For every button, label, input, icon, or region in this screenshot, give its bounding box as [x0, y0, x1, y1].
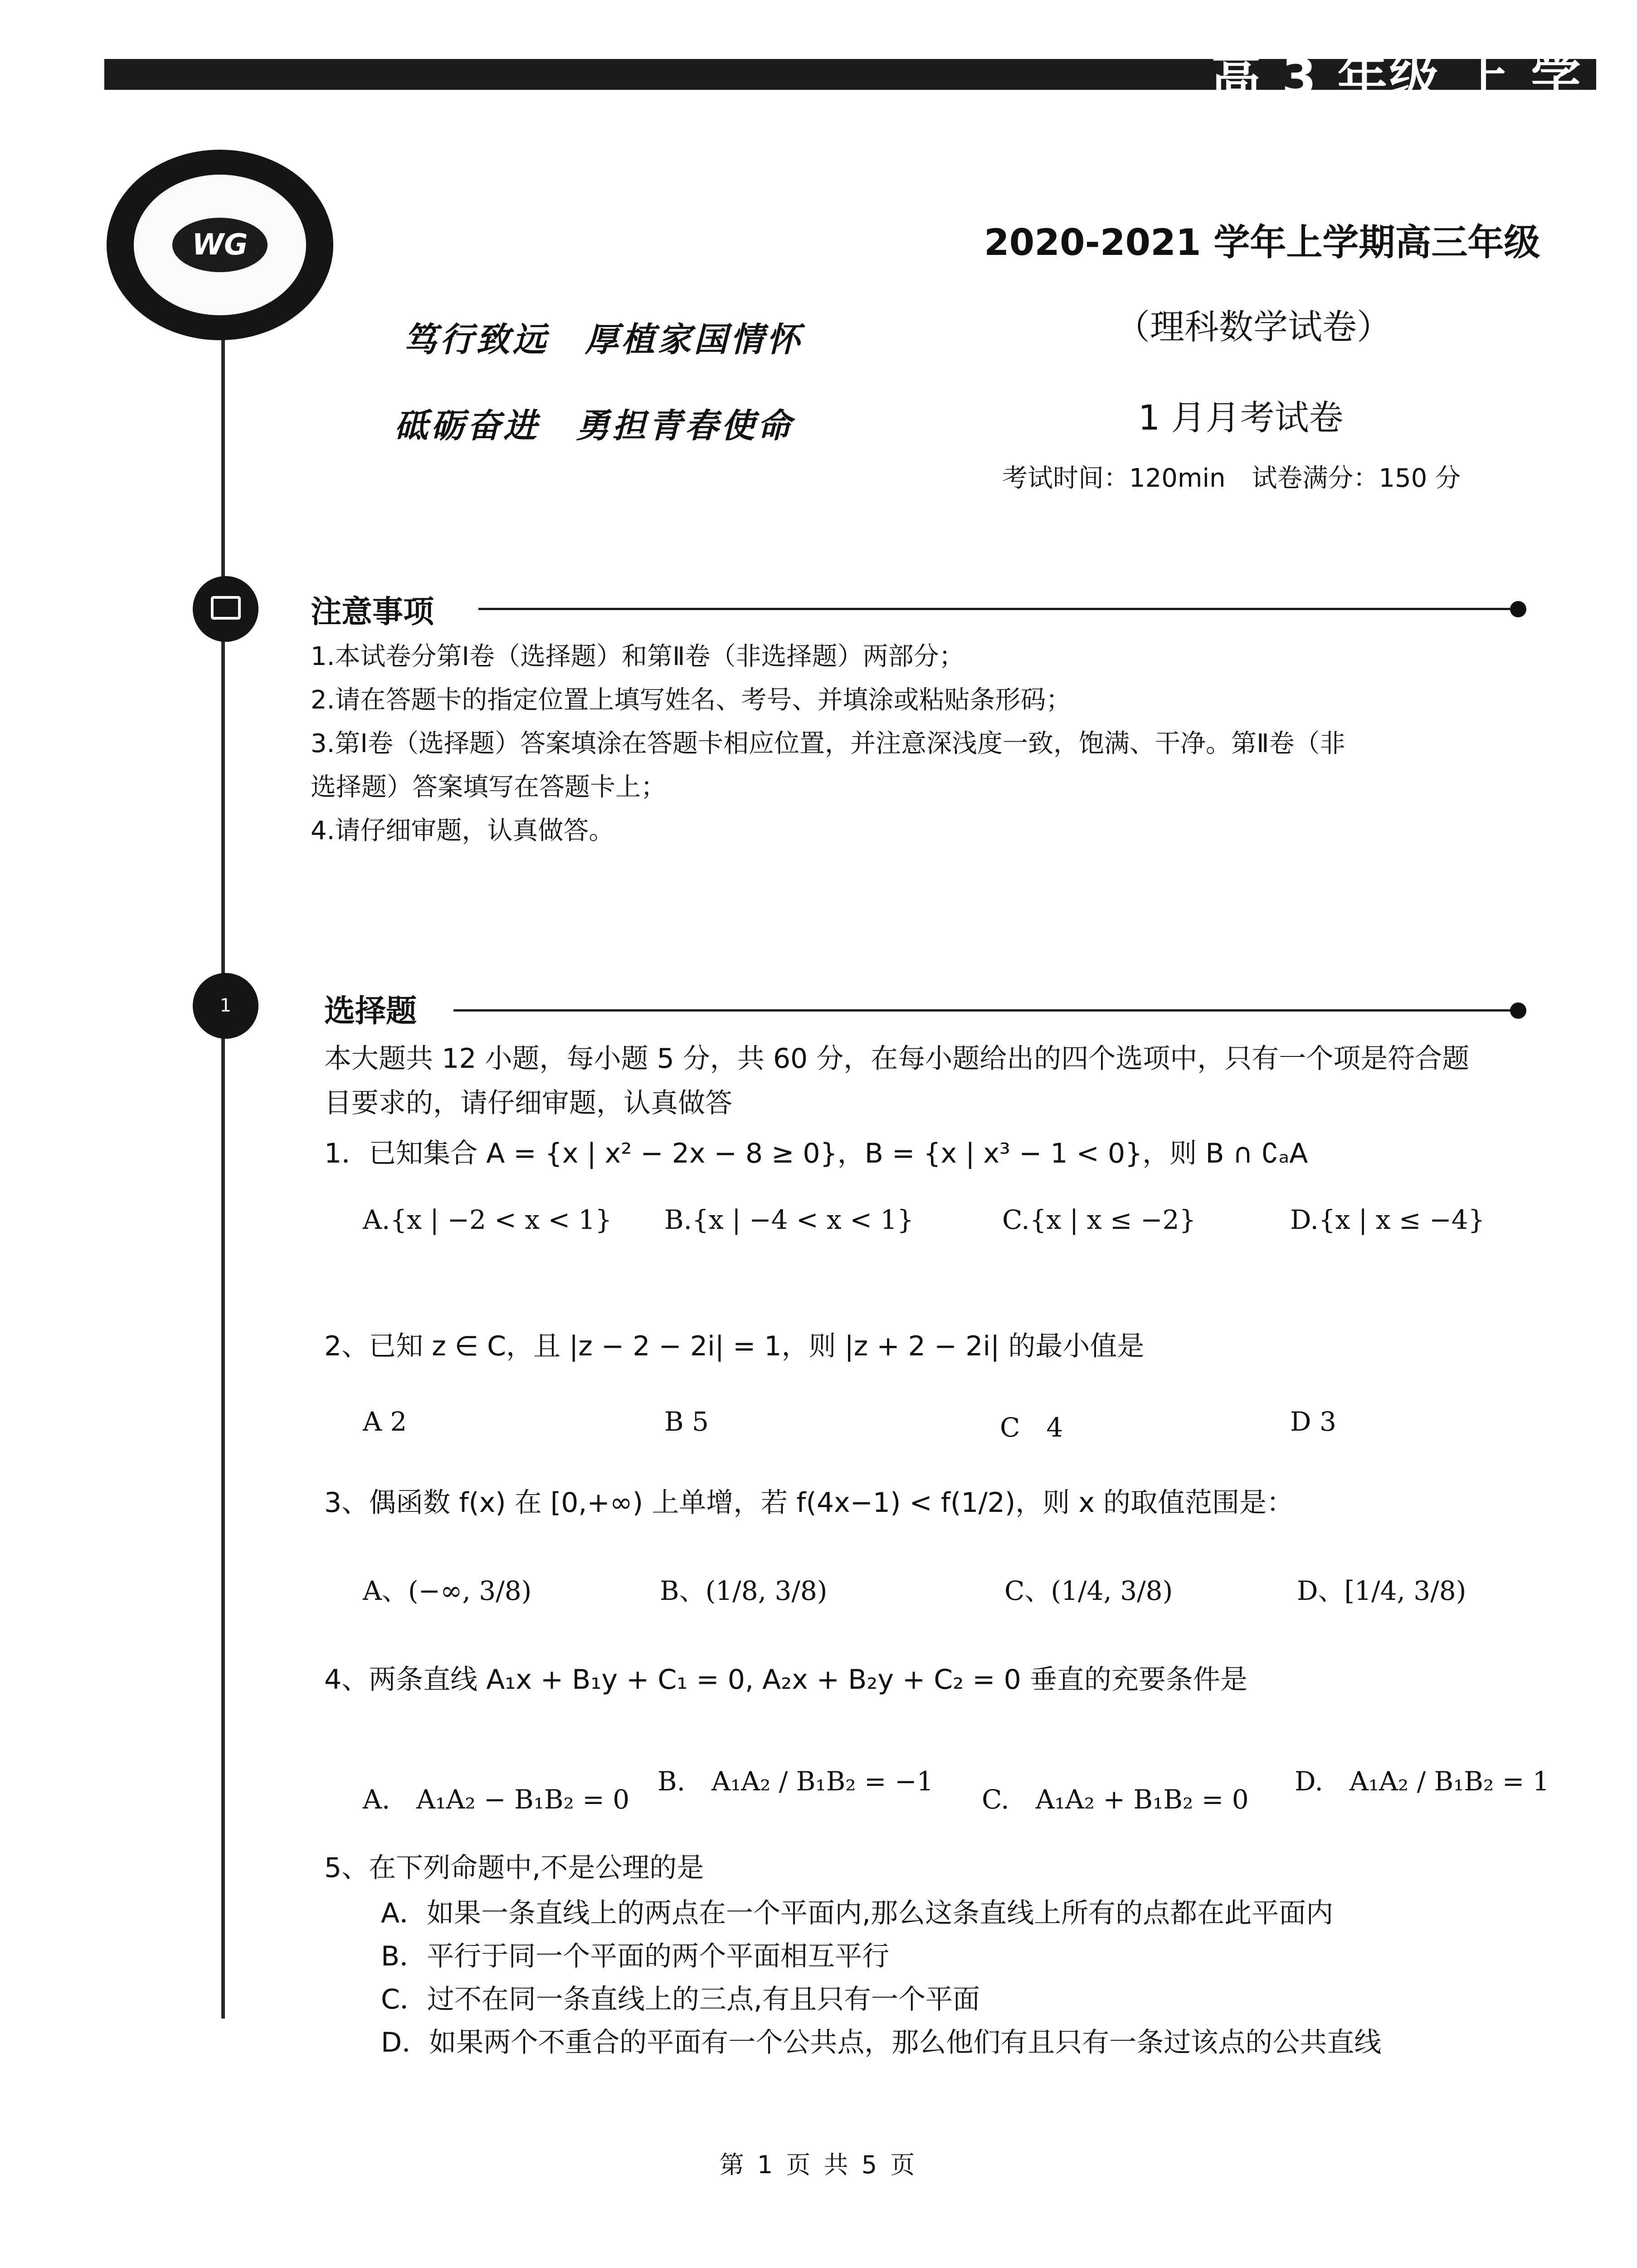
top-banner-bar [104, 48, 1596, 106]
question-5-option-d: D．如果两个不重合的平面有一个公共点，那么他们有且只有一条过该点的公共直线 [381, 2027, 1382, 2058]
exam-score: 试卷满分：150 分 [1252, 464, 1461, 493]
question-3-option-c: C、(1/4, 3/8) [1004, 1575, 1173, 1606]
question-5-option-c: C．过不在同一条直线上的三点,有且只有一个平面 [381, 1984, 980, 2015]
choice-rule [453, 1009, 1515, 1012]
choice-heading: 选择题 [324, 993, 417, 1029]
notice-list [311, 635, 1499, 853]
choice-rule-end-dot [1510, 1002, 1526, 1019]
question-1-stem: 1．已知集合 A = {x | x² − 2x − 8 ≥ 0}，B = {x | x³ − 1 < 0}，则 B ∩ ∁ₐA [324, 1138, 1308, 1169]
exam-meta [1002, 458, 1461, 494]
timeline-line [221, 318, 225, 2019]
notice-item: 3.第Ⅰ卷（选择题）答案填涂在答题卡相应位置，并注意深浅度一致，饱满、干净。第Ⅱ卷（非 [311, 729, 1345, 758]
choice-intro-line: 目要求的，请仔细审题，认真做答 [324, 1087, 732, 1119]
logo-emblem: WG [172, 218, 268, 272]
exam-name: 1 月月考试卷 [1138, 397, 1344, 438]
school-banner-text: 高 3 年级 上 学 [1211, 48, 1583, 106]
question-5-option-b: B．平行于同一个平面的两个平面相互平行 [381, 1941, 890, 1972]
page-footer: 第 1 页 共 5 页 [719, 2151, 918, 2179]
question-4-option-c: C. A₁A₂ + B₁B₂ = 0 [982, 1784, 1249, 1815]
question-2-option-a: A 2 [363, 1406, 407, 1437]
notice-item: 4.请仔细审题，认真做答。 [311, 816, 614, 846]
question-1-option-b: B.{x | −4 < x < 1} [664, 1204, 914, 1235]
exam-time: 考试时间：120min [1002, 464, 1226, 493]
notice-rule [478, 608, 1515, 610]
notice-item: 选择题）答案填写在答题卡上； [311, 772, 666, 802]
notice-item: 2.请在答题卡的指定位置上填写姓名、考号、并填涂或粘贴条形码； [311, 685, 1072, 715]
question-5-stem: 5、在下列命题中,不是公理的是 [324, 1852, 704, 1884]
question-3-stem: 3、偶函数 f(x) 在 [0,+∞) 上单增，若 f(4x−1) < f(1/2)，则 x 的取值范围是： [324, 1487, 1294, 1519]
notice-badge [193, 576, 258, 642]
question-1-option-d: D.{x | x ≤ −4} [1290, 1204, 1485, 1235]
question-5-option-a: A．如果一条直线上的两点在一个平面内,那么这条直线上所有的点都在此平面内 [381, 1897, 1334, 1929]
question-4-option-a: A. A₁A₂ − B₁B₂ = 0 [363, 1784, 630, 1815]
question-2-stem: 2、已知 z ∈ C，且 |z − 2 − 2i| = 1，则 |z + 2 − 2i| 的最小值是 [324, 1330, 1145, 1362]
logo-inner-ring [134, 175, 306, 315]
question-1-option-a: A.{x | −2 < x < 1} [363, 1204, 612, 1235]
choice-intro [324, 1036, 1526, 1125]
question-2-option-b: B 5 [664, 1406, 709, 1437]
question-4-stem: 4、两条直线 A₁x + B₁y + C₁ = 0, A₂x + B₂y + C₂ = 0 垂直的充要条件是 [324, 1664, 1247, 1696]
notice-rule-end-dot [1510, 601, 1526, 617]
choice-intro-line: 本大题共 12 小题，每小题 5 分，共 60 分，在每小题给出的四个选项中，只有一个项是符合题 [324, 1043, 1470, 1075]
question-4-option-b: B. A₁A₂ / B₁B₂ = −1 [658, 1766, 934, 1797]
motto-line-2: 砥砺奋进 勇担青春使命 [395, 406, 794, 445]
exam-title: 2020-2021 学年上学期高三年级 [984, 221, 1540, 264]
choice-badge: 1 [193, 973, 258, 1039]
notice-heading: 注意事项 [311, 594, 434, 630]
question-1-option-c: C.{x | x ≤ −2} [1002, 1204, 1196, 1235]
exam-subject: （理科数学试卷） [1116, 307, 1391, 347]
question-2-option-c: C 4 [1000, 1412, 1063, 1443]
question-4-option-d: D. A₁A₂ / B₁B₂ = 1 [1295, 1766, 1549, 1797]
question-2-option-d: D 3 [1290, 1406, 1336, 1437]
question-3-option-a: A、(−∞, 3/8) [363, 1575, 532, 1606]
notice-item: 1.本试卷分第Ⅰ卷（选择题）和第Ⅱ卷（非选择题）两部分； [311, 642, 965, 671]
school-logo [107, 150, 333, 340]
note-icon [211, 596, 241, 620]
question-3-option-b: B、(1/8, 3/8) [660, 1575, 828, 1606]
question-3-option-d: D、[1/4, 3/8) [1297, 1575, 1466, 1606]
motto-line-1: 笃行致远 厚植家国情怀 [404, 320, 803, 359]
